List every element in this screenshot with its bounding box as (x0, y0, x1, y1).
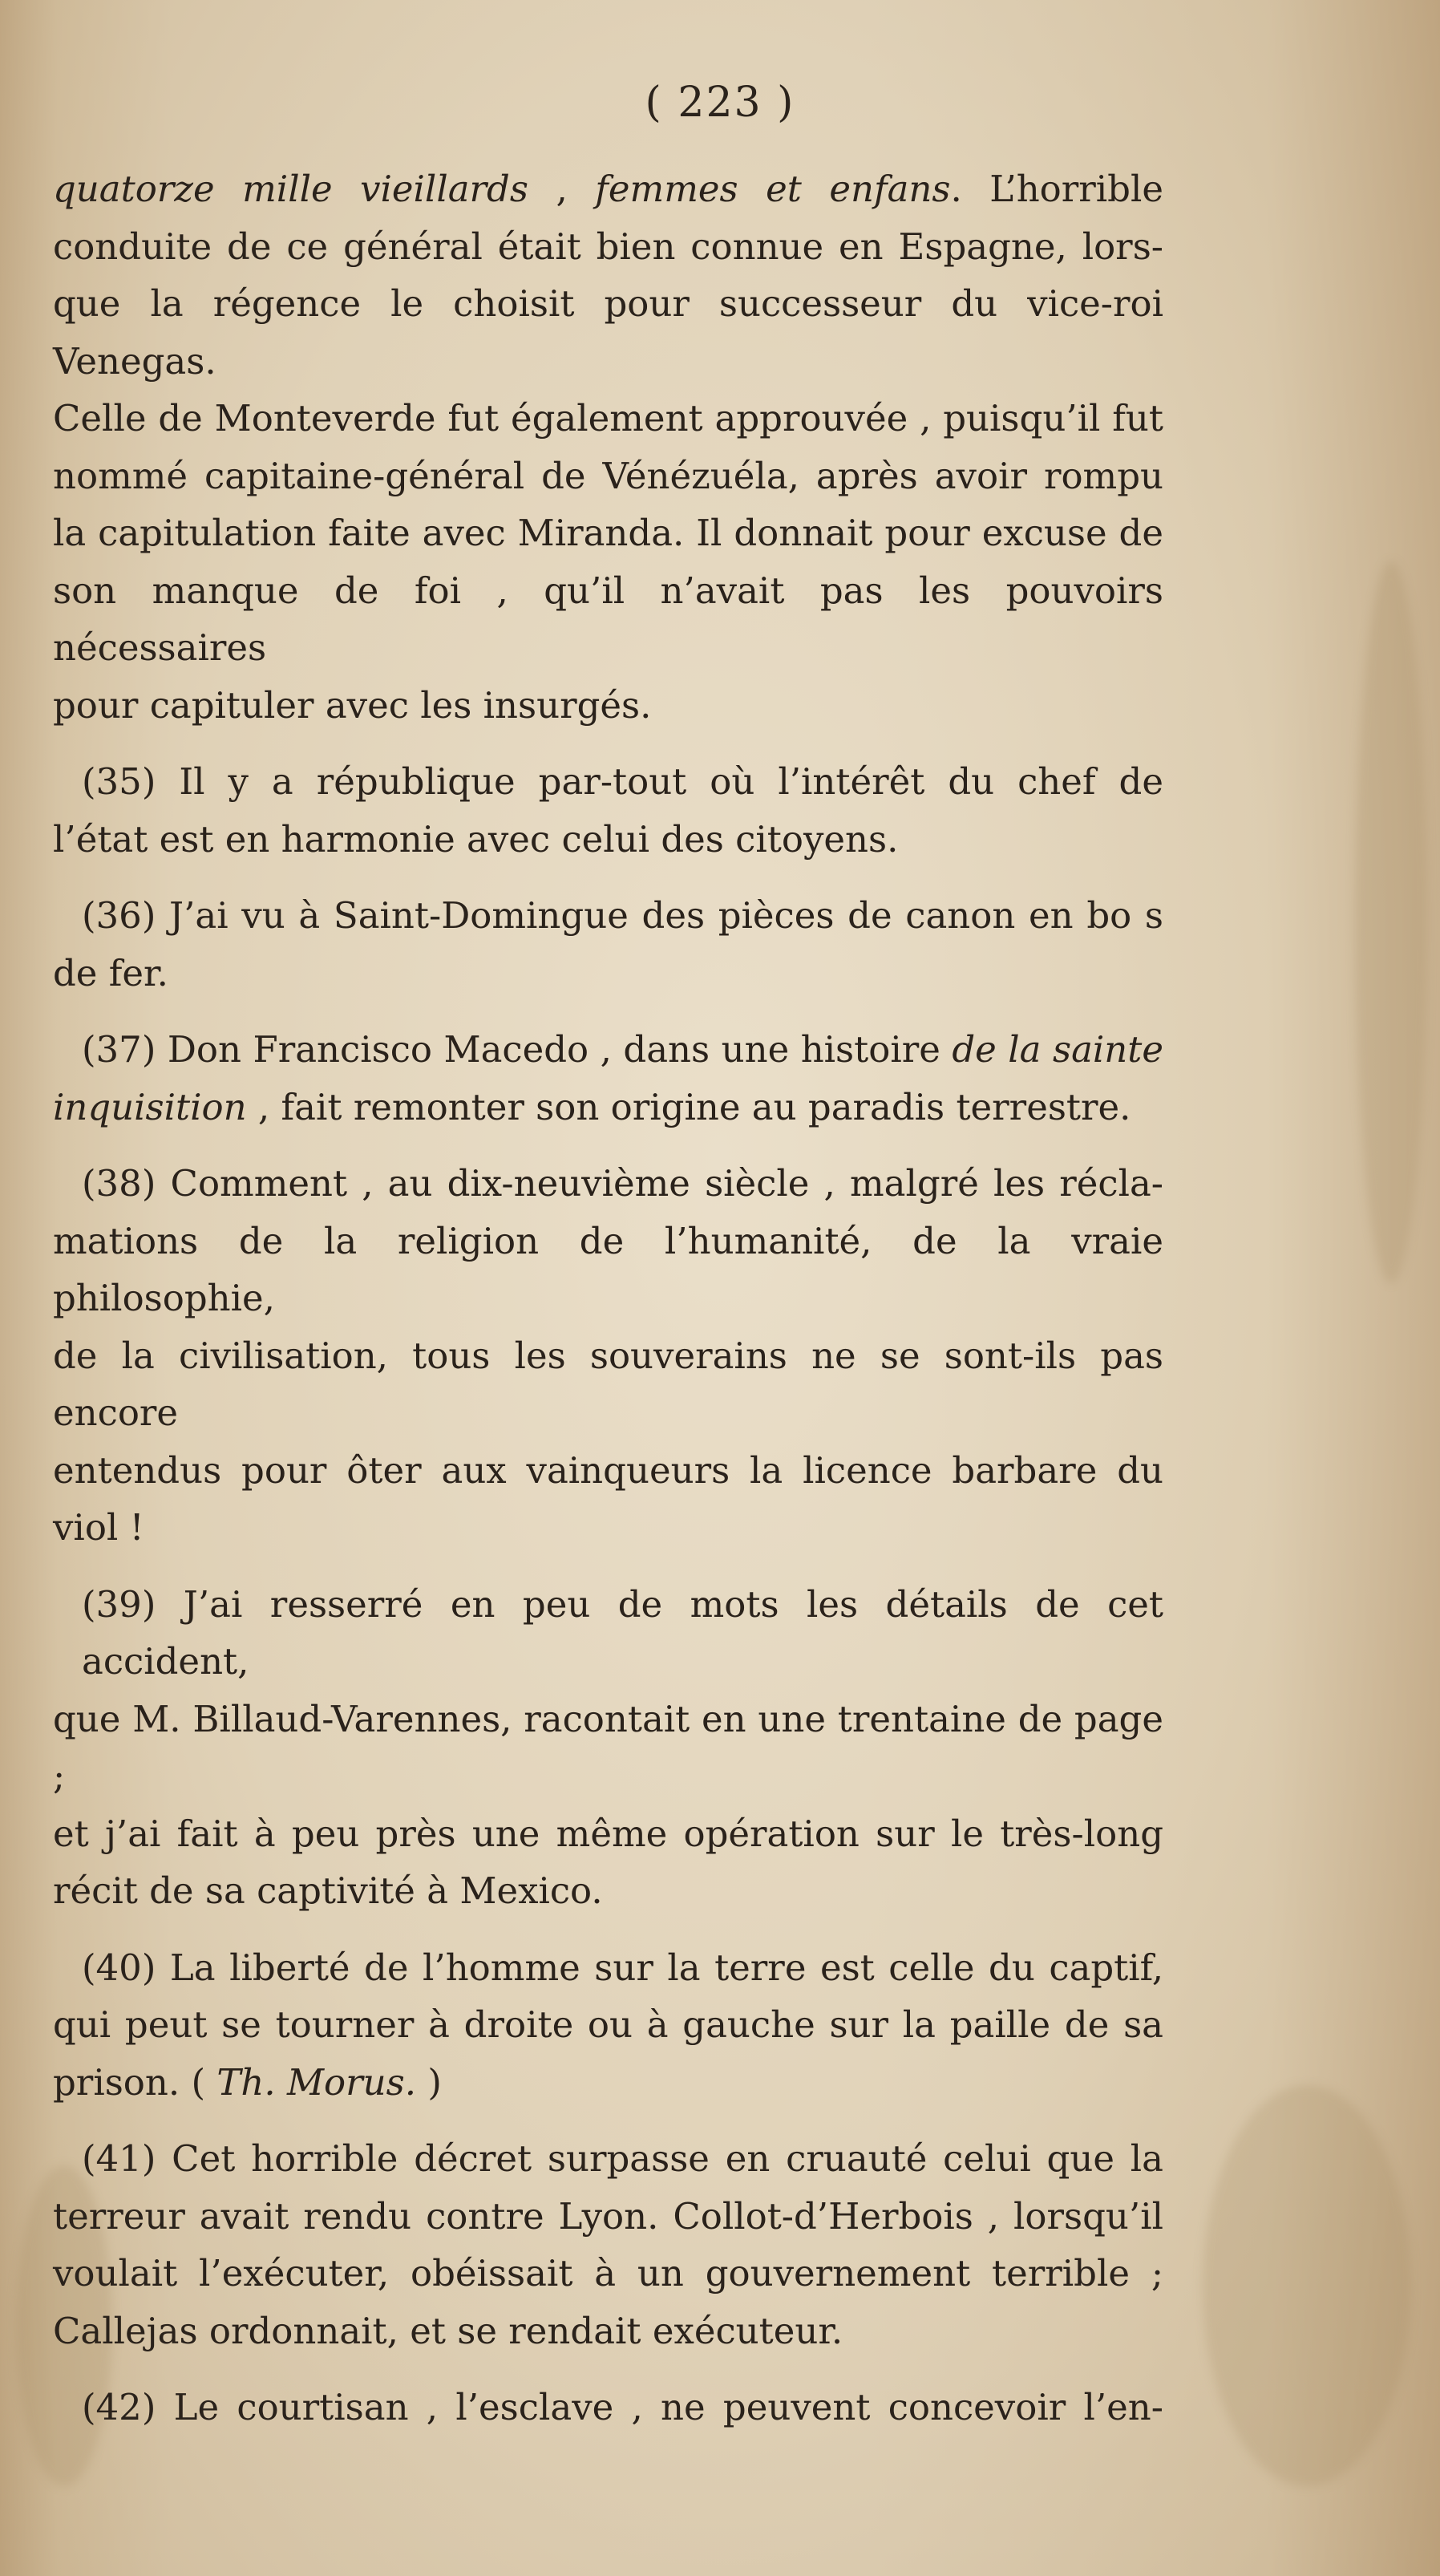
footnote-42 (53, 2379, 1163, 2436)
text-line (53, 811, 1163, 869)
text-line (82, 1021, 1163, 1079)
text-line (53, 1805, 1163, 1863)
page-number: ( 223 ) (645, 79, 795, 127)
paragraph-gap (53, 1136, 1163, 1155)
text-run: terreur avait rendu contre Lyon. Collot-d’Herbois , lorsqu’il (53, 2194, 1163, 2238)
text-line (53, 1442, 1163, 1500)
text-line (53, 1996, 1163, 2054)
paragraph-gap (53, 2111, 1163, 2130)
italic-run: et (766, 168, 802, 210)
text-run: Celle de Monteverde fut également approuvée , puisqu’il fut (53, 397, 1163, 439)
text-line (53, 1862, 1163, 1920)
text-run: conduite de ce général était bien connue en Espagne, lors- (53, 225, 1163, 268)
text-line (53, 448, 1163, 505)
text-run: Callejas ordonnait, et se rendait exécuteur. (53, 2309, 843, 2352)
text-line (82, 1939, 1163, 1997)
text-run: que la régence le choisit pour successeur du vice-roi Venegas. (53, 282, 1163, 383)
text-line (53, 275, 1163, 390)
footnote-40 (53, 1939, 1163, 2112)
text-run (738, 168, 767, 210)
text-run: . L’horrible (950, 168, 1164, 210)
paper-stain (1355, 561, 1427, 1283)
text-line (53, 562, 1163, 677)
text-run: et j’ai fait à peu près une même opération sur le très-long (53, 1812, 1163, 1855)
paragraph-gap (53, 1920, 1163, 1939)
text-run: pour capituler avec les insurgés. (53, 683, 652, 727)
text-run (802, 168, 830, 210)
text-run: , (528, 168, 596, 210)
text-line (82, 1155, 1163, 1213)
text-run: la capitulation faite avec Miranda. Il donnait pour excuse de (53, 512, 1163, 554)
text-line (53, 2054, 1163, 2112)
text-run: mations de la religion de l’humanité, de la vraie philosophie, (53, 1219, 1163, 1319)
paper-stain (1203, 2085, 1411, 2486)
footnote-37 (53, 1021, 1163, 1136)
footnote-41 (53, 2130, 1163, 2359)
text-line (53, 945, 1163, 1002)
footnote-36 (53, 887, 1163, 1002)
italic-run: inquisition (53, 1085, 247, 1128)
text-run: que M. Billaud-Varennes, racontait en une trentaine de page ; (53, 1697, 1163, 1797)
text-run: entendus pour ôter aux vainqueurs la licence barbare du (53, 1448, 1163, 1492)
text-run: son manque de foi , qu’il n’avait pas les pouvoirs nécessaires (53, 569, 1163, 669)
text-run: , fait remonter son origine au paradis terrestre. (246, 1085, 1131, 1128)
italic-run: quatorze mille vieillards (53, 168, 528, 210)
text-line (53, 160, 1163, 218)
text-run: (41) Cet horrible décret surpasse en cruauté celui que la (82, 2137, 1163, 2180)
text-line (53, 677, 1163, 735)
text-run: (40) La liberté de l’homme sur la terre est celle du captif, (82, 1946, 1163, 1989)
text-line (82, 2379, 1163, 2436)
text-body (53, 160, 1163, 2436)
text-line (53, 1499, 1163, 1557)
text-run: ) (416, 2060, 442, 2104)
text-line (53, 1079, 1163, 1136)
text-run: viol ! (53, 1506, 144, 1549)
text-line (53, 2188, 1163, 2246)
text-line (82, 887, 1163, 945)
text-run: nommé capitaine-général de Vénézuéla, après avoir rompu (53, 454, 1163, 497)
footnote-38 (53, 1155, 1163, 1557)
text-run: (37) Don Francisco Macedo , dans une histoire (82, 1028, 953, 1071)
text-line (53, 390, 1163, 448)
text-line (53, 1327, 1163, 1442)
paragraph-gap (53, 1557, 1163, 1576)
italic-run: de la sainte (952, 1028, 1163, 1071)
italic-run: femmes (595, 168, 738, 210)
text-run: (36) J’ai vu à Saint-Domingue des pièces de canon en bo s (82, 894, 1163, 937)
italic-run: Th. Morus. (216, 2060, 417, 2104)
text-run: voulait l’exécuter, obéissait à un gouvernement terrible ; (53, 2252, 1163, 2295)
text-run: (35) Il y a république par-tout où l’intérêt du chef de (82, 760, 1163, 803)
text-line (82, 753, 1163, 811)
text-run: de la civilisation, tous les souverains ne se sont-ils pas encore (53, 1334, 1163, 1434)
text-run: récit de sa captivité à Mexico. (53, 1869, 603, 1912)
footnote-39 (53, 1576, 1163, 1920)
text-run: (38) Comment , au dix-neuvième siècle , malgré les récla- (82, 1162, 1163, 1205)
text-run: (42) Le courtisan , l’esclave , ne peuvent concevoir l’en- (82, 2386, 1163, 2428)
paragraph-gap (53, 2359, 1163, 2379)
text-line (53, 504, 1163, 562)
text-line (53, 218, 1163, 276)
text-run: prison. ( (53, 2060, 217, 2104)
text-run: (39) J’ai resserré en peu de mots les détails de cet accident, (82, 1582, 1163, 1683)
text-line (53, 1691, 1163, 1805)
text-line (82, 1576, 1163, 1691)
text-line (53, 1213, 1163, 1327)
text-line (53, 2245, 1163, 2303)
paragraph-gap (53, 868, 1163, 887)
footnote-35 (53, 753, 1163, 868)
text-run: de fer. (53, 951, 168, 994)
text-line (82, 2130, 1163, 2188)
paragraph-gap (53, 734, 1163, 753)
text-run: l’état est en harmonie avec celui des citoyens. (53, 817, 899, 861)
text-line (53, 2303, 1163, 2360)
paragraph-continued (53, 160, 1163, 734)
paragraph-gap (53, 1002, 1163, 1021)
text-run: qui peut se tourner à droite ou à gauche sur la paille de sa (53, 2003, 1163, 2046)
italic-run: enfans (829, 168, 951, 210)
